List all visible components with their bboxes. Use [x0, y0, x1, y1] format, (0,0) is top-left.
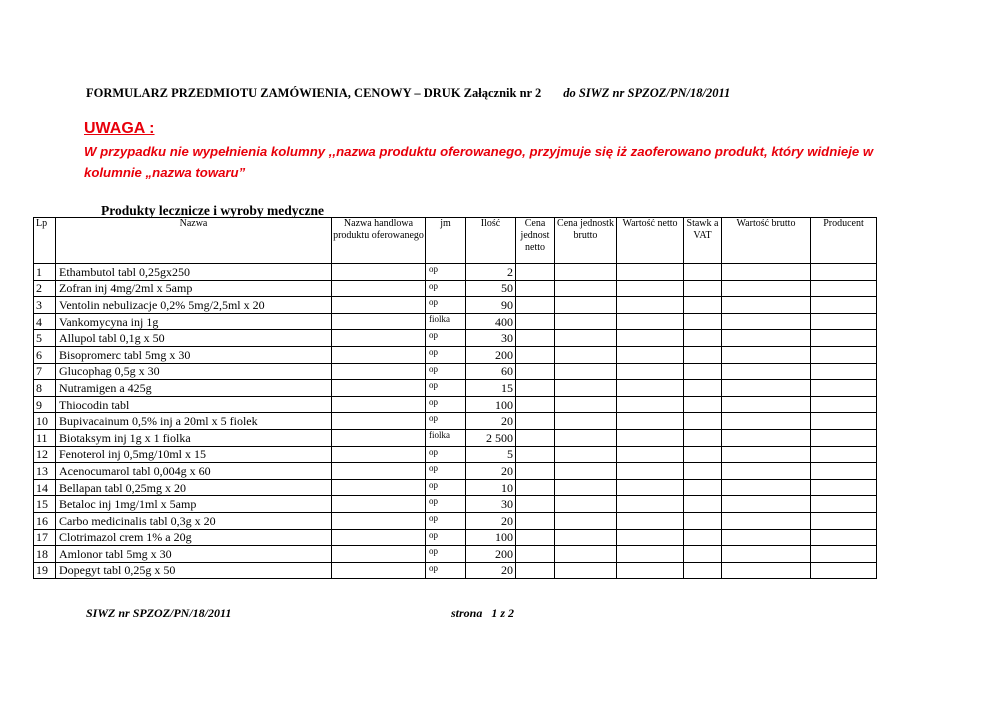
table-row	[34, 264, 877, 281]
cell-nazwa: Nutramigen a 425g	[56, 380, 332, 397]
cell-cena-netto-input[interactable]	[516, 496, 555, 513]
cell-producent-input[interactable]	[811, 479, 877, 496]
cell-wartosc-brutto-input[interactable]	[722, 546, 811, 563]
cell-cena-brutto-input[interactable]	[555, 313, 617, 330]
cell-wartosc-brutto-input[interactable]	[722, 346, 811, 363]
cell-wartosc-netto-input[interactable]	[617, 413, 684, 430]
cell-jm: op	[426, 562, 466, 579]
cell-nazwa: Bupivacainum 0,5% inj a 20ml x 5 fiolek	[56, 413, 332, 430]
cell-lp: 2	[34, 280, 56, 297]
cell-nazwa: Vankomycyna inj 1g	[56, 313, 332, 330]
cell-wartosc-netto-input[interactable]	[617, 496, 684, 513]
header-ilosc: Ilość	[466, 218, 516, 264]
cell-producent-input[interactable]	[811, 330, 877, 347]
cell-cena-brutto-input[interactable]	[555, 446, 617, 463]
cell-jm: op	[426, 512, 466, 529]
form-header	[86, 86, 730, 101]
cell-cena-brutto-input[interactable]	[555, 463, 617, 480]
table-row	[34, 446, 877, 463]
footer-page-number: 1 z 2	[491, 606, 515, 620]
cell-cena-brutto-input[interactable]	[555, 280, 617, 297]
cell-wartosc-brutto-input[interactable]	[722, 313, 811, 330]
cell-jm: op	[426, 330, 466, 347]
cell-wartosc-brutto-input[interactable]	[722, 562, 811, 579]
cell-wartosc-brutto-input[interactable]	[722, 496, 811, 513]
cell-wartosc-netto-input[interactable]	[617, 346, 684, 363]
cell-ilosc: 400	[466, 313, 516, 330]
cell-cena-netto-input[interactable]	[516, 446, 555, 463]
cell-stawka-vat-input[interactable]	[684, 463, 722, 480]
table-body	[34, 264, 877, 579]
cell-cena-brutto-input[interactable]	[555, 380, 617, 397]
cell-producent-input[interactable]	[811, 413, 877, 430]
header-lp: Lp	[34, 218, 56, 264]
cell-lp: 16	[34, 512, 56, 529]
cell-producent-input[interactable]	[811, 512, 877, 529]
cell-lp: 3	[34, 297, 56, 314]
cell-wartosc-brutto-input[interactable]	[722, 330, 811, 347]
cell-jm: op	[426, 496, 466, 513]
cell-stawka-vat-input[interactable]	[684, 380, 722, 397]
cell-nazwa: Bellapan tabl 0,25mg x 20	[56, 479, 332, 496]
cell-nazwa: Acenocumarol tabl 0,004g x 60	[56, 463, 332, 480]
cell-jm: op	[426, 529, 466, 546]
cell-jm: op	[426, 280, 466, 297]
cell-cena-netto-input[interactable]	[516, 562, 555, 579]
cell-nazwa: Ventolin nebulizacje 0,2% 5mg/2,5ml x 20	[56, 297, 332, 314]
cell-nazwa: Thiocodin tabl	[56, 396, 332, 413]
cell-wartosc-brutto-input[interactable]	[722, 380, 811, 397]
header-wartosc-netto: Wartość netto	[617, 218, 684, 264]
footer-page	[451, 606, 514, 621]
header-wartosc-brutto: Wartość brutto	[722, 218, 811, 264]
cell-ilosc: 10	[466, 479, 516, 496]
cell-wartosc-netto-input[interactable]	[617, 446, 684, 463]
cell-nazwa: Fenoterol inj 0,5mg/10ml x 15	[56, 446, 332, 463]
cell-producent-input[interactable]	[811, 463, 877, 480]
table-row	[34, 380, 877, 397]
cell-cena-netto-input[interactable]	[516, 380, 555, 397]
table-row	[34, 313, 877, 330]
cell-lp: 19	[34, 562, 56, 579]
cell-jm: op	[426, 546, 466, 563]
footer-reference: SIWZ nr SPZOZ/PN/18/2011	[86, 606, 232, 620]
notice-title: UWAGA :	[84, 120, 155, 137]
cell-cena-brutto-input[interactable]	[555, 346, 617, 363]
cell-wartosc-brutto-input[interactable]	[722, 280, 811, 297]
cell-stawka-vat-input[interactable]	[684, 363, 722, 380]
cell-stawka-vat-input[interactable]	[684, 479, 722, 496]
cell-nazwa-handlowa-input[interactable]	[332, 479, 426, 496]
cell-lp: 12	[34, 446, 56, 463]
cell-ilosc: 20	[466, 562, 516, 579]
cell-ilosc: 30	[466, 496, 516, 513]
cell-jm: op	[426, 413, 466, 430]
header-jm: jm	[426, 218, 466, 264]
cell-ilosc: 20	[466, 512, 516, 529]
cell-ilosc: 60	[466, 363, 516, 380]
cell-jm: op	[426, 479, 466, 496]
cell-nazwa: Carbo medicinalis tabl 0,3g x 20	[56, 512, 332, 529]
cell-ilosc: 30	[466, 330, 516, 347]
cell-wartosc-netto-input[interactable]	[617, 313, 684, 330]
cell-wartosc-brutto-input[interactable]	[722, 512, 811, 529]
cell-jm: op	[426, 297, 466, 314]
cell-stawka-vat-input[interactable]	[684, 529, 722, 546]
cell-lp: 7	[34, 363, 56, 380]
cell-producent-input[interactable]	[811, 264, 877, 281]
cell-jm: op	[426, 396, 466, 413]
cell-nazwa-handlowa-input[interactable]	[332, 463, 426, 480]
cell-wartosc-netto-input[interactable]	[617, 363, 684, 380]
cell-lp: 17	[34, 529, 56, 546]
cell-ilosc: 200	[466, 346, 516, 363]
cell-ilosc: 2	[466, 264, 516, 281]
cell-cena-brutto-input[interactable]	[555, 562, 617, 579]
cell-wartosc-brutto-input[interactable]	[722, 429, 811, 446]
cell-nazwa: Amlonor tabl 5mg x 30	[56, 546, 332, 563]
cell-cena-brutto-input[interactable]	[555, 429, 617, 446]
table-row	[34, 297, 877, 314]
cell-nazwa: Dopegyt tabl 0,25g x 50	[56, 562, 332, 579]
cell-lp: 1	[34, 264, 56, 281]
cell-cena-netto-input[interactable]	[516, 363, 555, 380]
cell-wartosc-netto-input[interactable]	[617, 380, 684, 397]
table-row	[34, 363, 877, 380]
cell-wartosc-brutto-input[interactable]	[722, 396, 811, 413]
cell-producent-input[interactable]	[811, 280, 877, 297]
form-title: FORMULARZ PRZEDMIOTU ZAMÓWIENIA, CENOWY – DRUK Załącznik nr 2	[86, 86, 542, 100]
cell-cena-netto-input[interactable]	[516, 396, 555, 413]
cell-nazwa: Ethambutol tabl 0,25gx250	[56, 264, 332, 281]
cell-stawka-vat-input[interactable]	[684, 429, 722, 446]
cell-cena-netto-input[interactable]	[516, 264, 555, 281]
cell-lp: 8	[34, 380, 56, 397]
cell-wartosc-netto-input[interactable]	[617, 264, 684, 281]
cell-stawka-vat-input[interactable]	[684, 330, 722, 347]
cell-stawka-vat-input[interactable]	[684, 264, 722, 281]
cell-cena-netto-input[interactable]	[516, 479, 555, 496]
cell-wartosc-netto-input[interactable]	[617, 529, 684, 546]
footer-page-label: strona	[451, 606, 483, 620]
cell-stawka-vat-input[interactable]	[684, 346, 722, 363]
table-row	[34, 463, 877, 480]
cell-wartosc-netto-input[interactable]	[617, 463, 684, 480]
cell-jm: op	[426, 264, 466, 281]
notice-text: W przypadku nie wypełnienia kolumny ,,nazwa produktu oferowanego, przyjmuje się iż zaoferowano produkt, który widnieje w kolumnie „nazwa towaru”	[84, 144, 874, 180]
cell-producent-input[interactable]	[811, 313, 877, 330]
cell-stawka-vat-input[interactable]	[684, 562, 722, 579]
cell-wartosc-brutto-input[interactable]	[722, 264, 811, 281]
cell-lp: 14	[34, 479, 56, 496]
cell-nazwa: Glucophag 0,5g x 30	[56, 363, 332, 380]
form-reference: do SIWZ nr SPZOZ/PN/18/2011	[563, 86, 731, 100]
table-row	[34, 280, 877, 297]
header-stawka-vat: Stawk a VAT	[684, 218, 722, 264]
cell-nazwa-handlowa-input[interactable]	[332, 446, 426, 463]
cell-stawka-vat-input[interactable]	[684, 280, 722, 297]
cell-nazwa-handlowa-input[interactable]	[332, 363, 426, 380]
cell-lp: 13	[34, 463, 56, 480]
cell-jm: op	[426, 363, 466, 380]
cell-nazwa-handlowa-input[interactable]	[332, 346, 426, 363]
cell-nazwa-handlowa-input[interactable]	[332, 529, 426, 546]
section-title: Produkty lecznicze i wyroby medyczne	[101, 203, 324, 218]
header-nazwa: Nazwa	[56, 218, 332, 264]
cell-producent-input[interactable]	[811, 346, 877, 363]
cell-wartosc-netto-input[interactable]	[617, 280, 684, 297]
cell-jm: op	[426, 380, 466, 397]
cell-wartosc-netto-input[interactable]	[617, 562, 684, 579]
cell-nazwa-handlowa-input[interactable]	[332, 297, 426, 314]
cell-wartosc-netto-input[interactable]	[617, 546, 684, 563]
cell-cena-netto-input[interactable]	[516, 280, 555, 297]
cell-cena-netto-input[interactable]	[516, 463, 555, 480]
cell-nazwa-handlowa-input[interactable]	[332, 512, 426, 529]
cell-stawka-vat-input[interactable]	[684, 313, 722, 330]
cell-ilosc: 100	[466, 396, 516, 413]
cell-producent-input[interactable]	[811, 363, 877, 380]
table-row	[34, 413, 877, 430]
cell-cena-brutto-input[interactable]	[555, 496, 617, 513]
cell-cena-netto-input[interactable]	[516, 346, 555, 363]
cell-stawka-vat-input[interactable]	[684, 496, 722, 513]
cell-stawka-vat-input[interactable]	[684, 546, 722, 563]
cell-cena-netto-input[interactable]	[516, 546, 555, 563]
cell-jm: op	[426, 446, 466, 463]
cell-nazwa: Clotrimazol crem 1% a 20g	[56, 529, 332, 546]
cell-ilosc: 50	[466, 280, 516, 297]
cell-producent-input[interactable]	[811, 446, 877, 463]
cell-lp: 10	[34, 413, 56, 430]
cell-wartosc-brutto-input[interactable]	[722, 446, 811, 463]
cell-nazwa: Allupol tabl 0,1g x 50	[56, 330, 332, 347]
cell-wartosc-netto-input[interactable]	[617, 512, 684, 529]
cell-nazwa: Zofran inj 4mg/2ml x 5amp	[56, 280, 332, 297]
cell-cena-netto-input[interactable]	[516, 529, 555, 546]
table-row	[34, 429, 877, 446]
cell-jm: op	[426, 346, 466, 363]
cell-ilosc: 90	[466, 297, 516, 314]
cell-nazwa-handlowa-input[interactable]	[332, 264, 426, 281]
table-row	[34, 529, 877, 546]
cell-cena-brutto-input[interactable]	[555, 264, 617, 281]
cell-wartosc-netto-input[interactable]	[617, 330, 684, 347]
cell-ilosc: 2 500	[466, 429, 516, 446]
table-row	[34, 546, 877, 563]
table-row	[34, 496, 877, 513]
table-row	[34, 479, 877, 496]
cell-cena-brutto-input[interactable]	[555, 546, 617, 563]
cell-nazwa-handlowa-input[interactable]	[332, 280, 426, 297]
table-row	[34, 396, 877, 413]
cell-nazwa-handlowa-input[interactable]	[332, 330, 426, 347]
cell-stawka-vat-input[interactable]	[684, 446, 722, 463]
cell-jm: fiolka	[426, 313, 466, 330]
cell-nazwa: Bisopromerc tabl 5mg x 30	[56, 346, 332, 363]
cell-cena-brutto-input[interactable]	[555, 330, 617, 347]
cell-ilosc: 15	[466, 380, 516, 397]
cell-wartosc-netto-input[interactable]	[617, 396, 684, 413]
cell-nazwa-handlowa-input[interactable]	[332, 380, 426, 397]
cell-cena-brutto-input[interactable]	[555, 396, 617, 413]
cell-cena-brutto-input[interactable]	[555, 512, 617, 529]
cell-stawka-vat-input[interactable]	[684, 297, 722, 314]
header-cena-netto: Cena jednost netto	[516, 218, 555, 264]
cell-nazwa: Biotaksym inj 1g x 1 fiolka	[56, 429, 332, 446]
cell-cena-brutto-input[interactable]	[555, 529, 617, 546]
cell-jm: fiolka	[426, 429, 466, 446]
cell-stawka-vat-input[interactable]	[684, 512, 722, 529]
cell-cena-netto-input[interactable]	[516, 330, 555, 347]
cell-nazwa-handlowa-input[interactable]	[332, 562, 426, 579]
cell-lp: 6	[34, 346, 56, 363]
cell-cena-brutto-input[interactable]	[555, 297, 617, 314]
cell-producent-input[interactable]	[811, 562, 877, 579]
cell-producent-input[interactable]	[811, 429, 877, 446]
cell-ilosc: 200	[466, 546, 516, 563]
cell-wartosc-netto-input[interactable]	[617, 479, 684, 496]
cell-cena-brutto-input[interactable]	[555, 413, 617, 430]
cell-cena-netto-input[interactable]	[516, 297, 555, 314]
cell-lp: 11	[34, 429, 56, 446]
cell-producent-input[interactable]	[811, 496, 877, 513]
cell-nazwa-handlowa-input[interactable]	[332, 546, 426, 563]
cell-producent-input[interactable]	[811, 546, 877, 563]
cell-lp: 15	[34, 496, 56, 513]
cell-nazwa-handlowa-input[interactable]	[332, 496, 426, 513]
table-header-row	[34, 218, 877, 264]
table-row	[34, 346, 877, 363]
cell-wartosc-netto-input[interactable]	[617, 429, 684, 446]
cell-nazwa-handlowa-input[interactable]	[332, 429, 426, 446]
cell-cena-brutto-input[interactable]	[555, 479, 617, 496]
table-row	[34, 330, 877, 347]
cell-nazwa: Betaloc inj 1mg/1ml x 5amp	[56, 496, 332, 513]
cell-wartosc-brutto-input[interactable]	[722, 413, 811, 430]
cell-lp: 4	[34, 313, 56, 330]
cell-producent-input[interactable]	[811, 529, 877, 546]
cell-lp: 9	[34, 396, 56, 413]
cell-stawka-vat-input[interactable]	[684, 396, 722, 413]
cell-wartosc-brutto-input[interactable]	[722, 297, 811, 314]
cell-ilosc: 20	[466, 413, 516, 430]
cell-nazwa-handlowa-input[interactable]	[332, 313, 426, 330]
cell-lp: 5	[34, 330, 56, 347]
cell-cena-netto-input[interactable]	[516, 413, 555, 430]
table-row	[34, 562, 877, 579]
cell-nazwa-handlowa-input[interactable]	[332, 413, 426, 430]
cell-ilosc: 20	[466, 463, 516, 480]
cell-ilosc: 100	[466, 529, 516, 546]
products-table	[33, 217, 877, 579]
cell-producent-input[interactable]	[811, 297, 877, 314]
cell-cena-netto-input[interactable]	[516, 313, 555, 330]
cell-cena-netto-input[interactable]	[516, 429, 555, 446]
cell-wartosc-brutto-input[interactable]	[722, 463, 811, 480]
cell-producent-input[interactable]	[811, 396, 877, 413]
cell-nazwa-handlowa-input[interactable]	[332, 396, 426, 413]
cell-cena-netto-input[interactable]	[516, 512, 555, 529]
cell-wartosc-brutto-input[interactable]	[722, 529, 811, 546]
header-producent: Producent	[811, 218, 877, 264]
cell-wartosc-brutto-input[interactable]	[722, 363, 811, 380]
cell-producent-input[interactable]	[811, 380, 877, 397]
table-row	[34, 512, 877, 529]
cell-wartosc-netto-input[interactable]	[617, 297, 684, 314]
cell-jm: op	[426, 463, 466, 480]
cell-stawka-vat-input[interactable]	[684, 413, 722, 430]
cell-ilosc: 5	[466, 446, 516, 463]
cell-lp: 18	[34, 546, 56, 563]
cell-cena-brutto-input[interactable]	[555, 363, 617, 380]
header-cena-brutto: Cena jednostk brutto	[555, 218, 617, 264]
header-nazwa-handlowa: Nazwa handlowa produktu oferowanego	[332, 218, 426, 264]
cell-wartosc-brutto-input[interactable]	[722, 479, 811, 496]
